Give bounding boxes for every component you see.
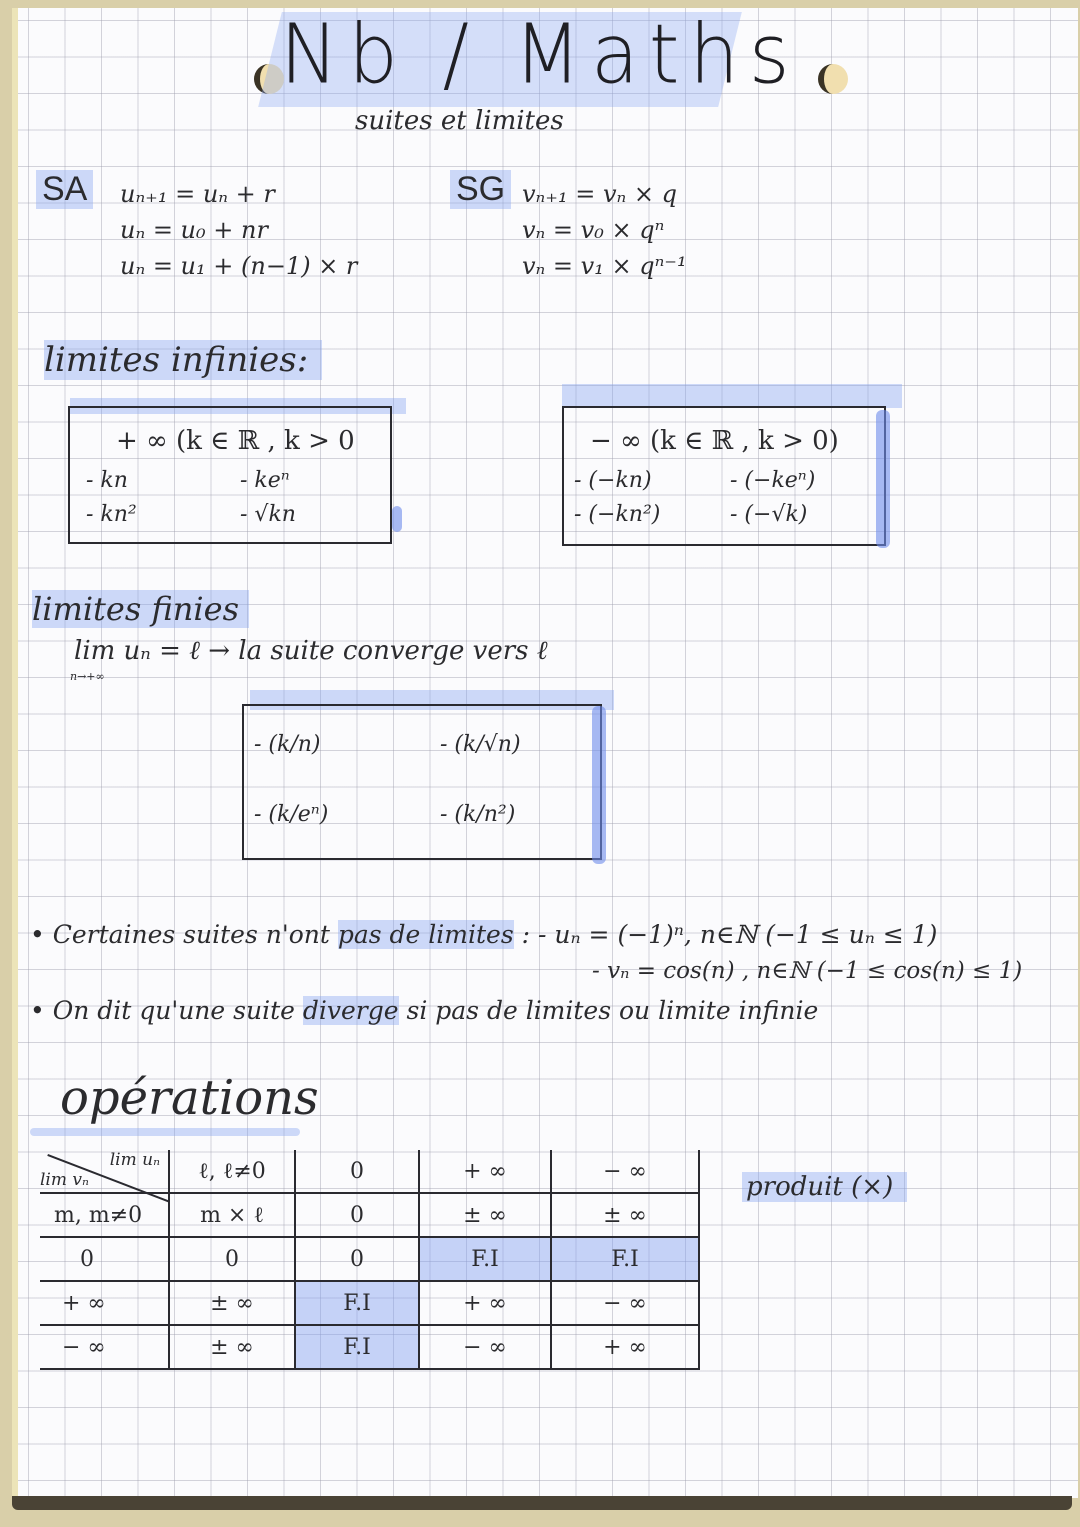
table-cell: 0 (295, 1193, 419, 1237)
minus-item: - (−kn) (574, 468, 652, 493)
table-cell-fi: F.I (419, 1237, 551, 1281)
binder-hole-right (818, 64, 848, 94)
limites-infinies-heading: limites infinies: (44, 340, 322, 380)
produit-label: produit (×) (742, 1172, 907, 1202)
row-header: 0 (40, 1237, 169, 1281)
finite-item: - (k/√n) (440, 732, 521, 757)
plus-item: - keⁿ (240, 468, 290, 493)
finite-item: - (k/n) (254, 732, 321, 757)
sg-formula-3: vₙ = v₁ × qⁿ⁻¹ (522, 252, 687, 280)
table-cell: ± ∞ (169, 1325, 295, 1369)
page-subtitle: suites et limites (355, 106, 564, 136)
sa-formula-1: uₙ₊₁ = uₙ + r (120, 180, 275, 208)
table-row (40, 1237, 699, 1281)
table-cell-fi: F.I (551, 1237, 699, 1281)
minus-item: - (−keⁿ) (730, 468, 816, 493)
table-cell-fi: F.I (295, 1325, 419, 1369)
table-cell: + ∞ (551, 1325, 699, 1369)
column-header: ℓ, ℓ≠0 (169, 1150, 295, 1193)
operations-heading: opérations (60, 1070, 319, 1126)
table-cell: + ∞ (419, 1281, 551, 1325)
table-row (40, 1325, 699, 1369)
convergence-statement: lim uₙ = ℓ → la suite converge vers ℓ (74, 636, 548, 666)
corner-cell: lim uₙ lim vₙ (40, 1150, 169, 1193)
plus-item: - √kn (240, 502, 296, 527)
lim-subscript: n→+∞ (70, 670, 105, 683)
table-row (40, 1281, 699, 1325)
table-cell: ± ∞ (419, 1193, 551, 1237)
finite-item: - (k/n²) (440, 802, 516, 827)
finite-item: - (k/eⁿ) (254, 802, 329, 827)
plus-item: - kn (86, 468, 128, 493)
limites-finies-heading: limites finies (32, 590, 249, 628)
plus-item: - kn² (86, 502, 137, 527)
table-cell: 0 (295, 1237, 419, 1281)
column-header: 0 (295, 1150, 419, 1193)
plus-infinity-box (68, 406, 392, 544)
page-title: Nb / Maths (280, 7, 800, 103)
table-cell: − ∞ (419, 1325, 551, 1369)
plus-infinity-header: + ∞ (k ∈ ℝ , k > 0 (116, 426, 355, 456)
table-row (40, 1193, 699, 1237)
sa-formula-2: uₙ = u₀ + nr (120, 216, 268, 244)
box-highlight (562, 384, 902, 408)
row-header: − ∞ (40, 1325, 169, 1369)
table-cell-fi: F.I (295, 1281, 419, 1325)
column-header: + ∞ (419, 1150, 551, 1193)
minus-item: - (−kn²) (574, 502, 661, 527)
minus-item: - (−√k) (730, 502, 808, 527)
column-header: − ∞ (551, 1150, 699, 1193)
note-cos-example: - vₙ = cos(n) , n∈ℕ (−1 ≤ cos(n) ≤ 1) (592, 958, 1023, 984)
page-edge (12, 1496, 1072, 1510)
table-cell: m × ℓ (169, 1193, 295, 1237)
sa-formulas (120, 176, 357, 284)
underline-highlight (30, 1128, 300, 1136)
table-cell: 0 (169, 1237, 295, 1281)
row-header: + ∞ (40, 1281, 169, 1325)
table-header-row (40, 1150, 699, 1193)
table-cell: ± ∞ (169, 1281, 295, 1325)
sa-label: SA (36, 170, 93, 209)
table-cell: − ∞ (551, 1281, 699, 1325)
highlighter-mark (592, 706, 606, 864)
sg-label: SG (450, 170, 511, 209)
highlighter-mark (392, 506, 402, 532)
sg-formula-2: vₙ = v₀ × qⁿ (522, 216, 665, 244)
minus-infinity-box (562, 406, 886, 546)
sa-formula-3: uₙ = u₁ + (n−1) × r (120, 252, 358, 280)
table-cell: ± ∞ (551, 1193, 699, 1237)
highlighter-mark (876, 410, 890, 548)
sg-formula-1: vₙ₊₁ = vₙ × q (522, 180, 677, 208)
sg-formulas (522, 176, 687, 284)
product-limits-table (40, 1150, 700, 1370)
note-no-limit: • Certaines suites n'ont pas de limites : - uₙ = (−1)ⁿ, n∈ℕ (−1 ≤ uₙ ≤ 1) (30, 920, 938, 949)
highlight-diverge: diverge (302, 996, 399, 1025)
highlight-pas-de-limites: pas de limites (337, 920, 514, 949)
note-diverge: • On dit qu'une suite diverge si pas de limites ou limite infinie (30, 996, 819, 1025)
row-header: m, m≠0 (40, 1193, 169, 1237)
minus-infinity-header: − ∞ (k ∈ ℝ , k > 0) (590, 426, 839, 456)
finite-limits-box (242, 704, 602, 860)
